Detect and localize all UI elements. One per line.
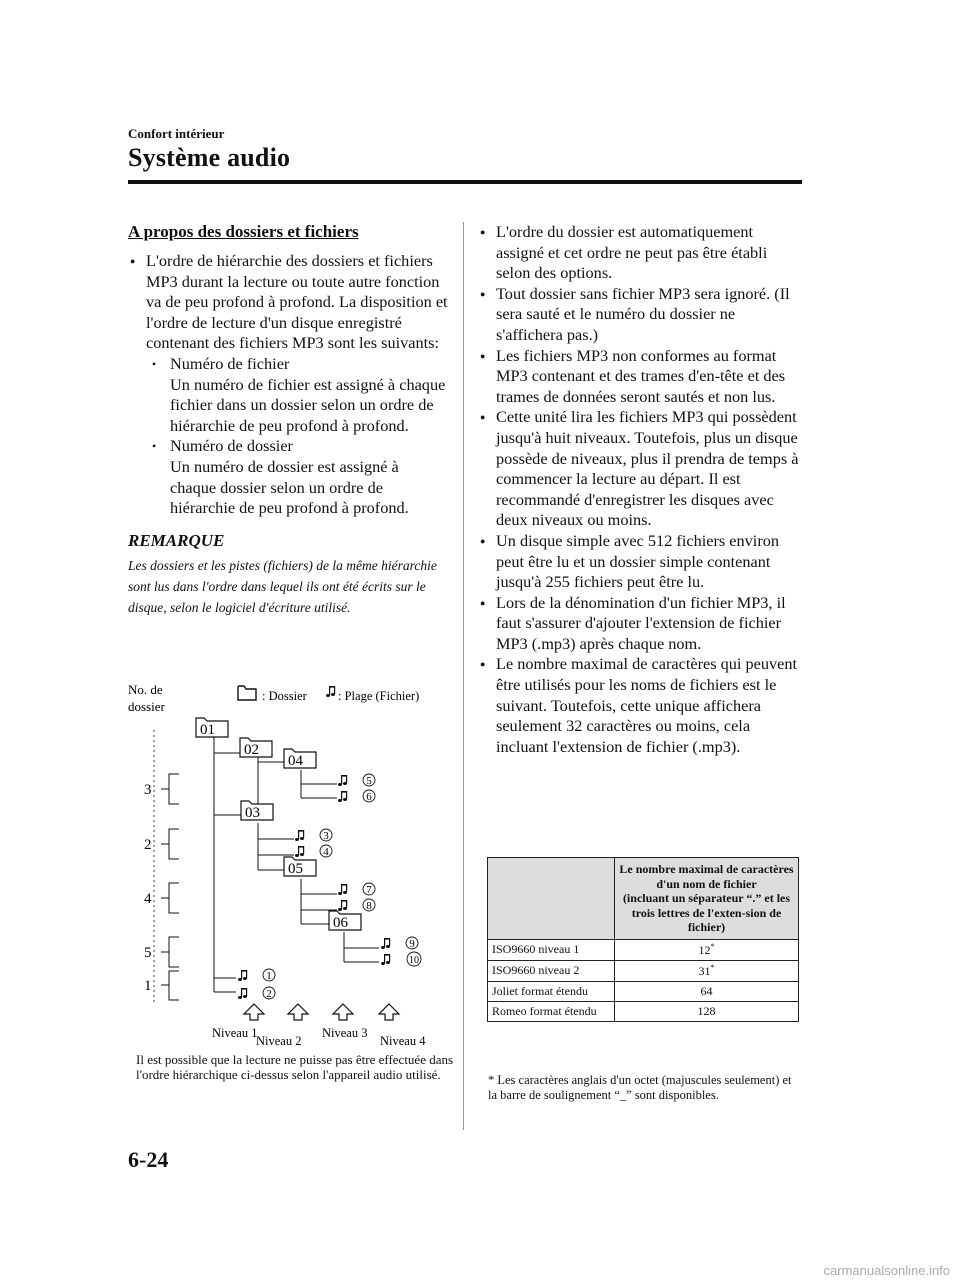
format-cell: ISO9660 niveau 2: [488, 960, 615, 981]
diagram-caption: Il est possible que la lecture ne puisse pas être effectuée dans l'ordre hiérarchique ci-dessus selon l'appareil audio utilisé.: [136, 1052, 454, 1082]
filename-length-table: [487, 857, 799, 1022]
footnote: [488, 1073, 798, 1103]
folder-05: [284, 857, 316, 877]
note-title: REMARQUE: [128, 530, 225, 550]
table-row: [488, 939, 799, 960]
folder-number: 4: [144, 891, 152, 907]
folder-label: 03: [245, 805, 260, 821]
table-row: [488, 960, 799, 981]
footnote-text: Les caractères anglais d'un octet (majuscules seulement) et la barre de soulignement “_” sont disponibles.: [488, 1073, 792, 1102]
folder-label: 01: [200, 722, 215, 738]
track-9: [381, 937, 418, 950]
bullet-item: ● Les fichiers MP3 non conformes au format MP3 contenant et des trames d'en-tête et des trames de données seront sautés et non lus.: [478, 346, 802, 408]
value-cell: 64: [615, 981, 799, 1001]
table-row: [488, 981, 799, 1001]
bullet-item: ● L'ordre du dossier est automatiquement assigné et cet ordre ne peut pas être établi selon des options.: [478, 222, 802, 284]
track-7: [338, 883, 375, 896]
bullet-item: ● Tout dossier sans fichier MP3 sera ignoré. (Il sera sauté et le numéro du dossier ne s'affichera pas.): [478, 284, 802, 346]
folder-hierarchy-diagram: [124, 680, 460, 1062]
format-cell: Romeo format étendu: [488, 1001, 615, 1021]
left-column: [128, 222, 448, 618]
intro-bullet: ● L'ordre de hiérarchie des dossiers et fichiers MP3 durant la lecture ou toute autre fonction va de peu profond à profond. La disposition et l'ordre de lecture d'un disque enregistré contenant des fichiers MP3 sont les suivants:: [128, 251, 448, 354]
folder-number: 1: [144, 978, 152, 994]
format-cell: ISO9660 niveau 1: [488, 939, 615, 960]
track-8: [338, 899, 375, 912]
svg-text:3: 3: [323, 830, 329, 842]
right-column: [478, 222, 802, 757]
sub-item-label: • Numéro de dossier: [128, 436, 448, 457]
page-number: 6-24: [128, 1147, 169, 1172]
folder-legend-icon: [238, 686, 256, 700]
track-4: [295, 845, 332, 858]
table-header-line: (incluant un séparateur “.” et les trois lettres de l'exten-sion de fichier): [622, 891, 791, 934]
value-cell: 31*: [615, 960, 799, 981]
folder-number: 2: [144, 837, 152, 853]
svg-text:4: 4: [323, 846, 329, 858]
folder-03: [241, 801, 273, 821]
level-label: Niveau 4: [380, 1034, 426, 1048]
table-header: [615, 858, 799, 940]
level-arrow-icon: [333, 1004, 353, 1020]
format-cell: Joliet format étendu: [488, 981, 615, 1001]
track-10: [381, 952, 421, 966]
section-kicker: Confort intérieur: [128, 126, 225, 141]
level-arrow-icon: [379, 1004, 399, 1020]
track-3: [295, 829, 332, 842]
folder-06: [329, 911, 361, 931]
table-header-row: [488, 858, 799, 940]
folder-label: 02: [244, 742, 259, 758]
folder-no-label: No. de: [128, 682, 163, 697]
column-divider: [463, 222, 464, 1130]
bullet-item: ● Un disque simple avec 512 fichiers environ peut être lu et un dossier simple contenant jusqu'à 255 fichiers peut être lu.: [478, 531, 802, 593]
bullet-item: ● Lors de la dénomination d'un fichier MP3, il faut s'assurer d'ajouter l'extension de fichier MP3 (.mp3) après chaque nom.: [478, 593, 802, 655]
level-arrow-icon: [288, 1004, 308, 1020]
folder-04: [284, 749, 316, 769]
table-row: [488, 1001, 799, 1021]
track-legend-icon: [326, 686, 335, 697]
bullet-item: ● Le nombre maximal de caractères qui peuvent être utilisés pour les noms de fichiers est le suivant. Toutefois, cette unique affichera seulement 32 caractères ou moins, cela incluant l'extension de fichier (.mp3).: [478, 654, 802, 757]
sub-item-text: Un numéro de dossier est assigné à chaque dossier selon un ordre de hiérarchie de peu profond à profond.: [170, 456, 409, 518]
track-2: [238, 987, 275, 1000]
track-1: [238, 969, 275, 982]
folder-02: [240, 738, 272, 758]
value-cell: 12*: [615, 939, 799, 960]
table-header-blank: [488, 858, 615, 940]
svg-text:5: 5: [366, 775, 372, 787]
level-label: Niveau 3: [322, 1026, 368, 1040]
level-label: Niveau 2: [256, 1034, 302, 1048]
svg-text:8: 8: [366, 900, 372, 912]
sub-item-text: Un numéro de fichier est assigné à chaque fichier dans un dossier selon un ordre de hiérarchie de peu profond à profond.: [170, 374, 446, 435]
page-title: Système audio: [128, 143, 291, 172]
folder-label: 06: [333, 915, 348, 931]
footnote-mark: *: [710, 962, 715, 972]
level-arrow-icon: [244, 1004, 264, 1020]
svg-text:6: 6: [366, 791, 372, 803]
title-rule: [128, 180, 802, 184]
folder-label: 05: [288, 861, 303, 877]
watermark: carmanualsonline.info: [823, 1263, 950, 1278]
value-cell: 128: [615, 1001, 799, 1021]
legend-track: : Plage (Fichier): [338, 689, 420, 703]
subsection-heading: A propos des dossiers et fichiers: [128, 222, 359, 241]
svg-text:9: 9: [409, 938, 415, 950]
bullet-item: ● Cette unité lira les fichiers MP3 qui possèdent jusqu'à huit niveaux. Toutefois, plus un disque possède de niveaux, plus il prendra de temps à commencer la lecture au départ. Il est recommandé d'enregistrer les disques avec deux niveaux ou moins.: [478, 407, 802, 531]
level-label: Niveau 1: [212, 1026, 258, 1040]
legend-folder: : Dossier: [262, 689, 307, 703]
svg-text:7: 7: [366, 884, 372, 896]
track-5: [338, 774, 375, 787]
svg-text:2: 2: [266, 988, 272, 1000]
svg-text:1: 1: [266, 970, 272, 982]
svg-text:10: 10: [409, 955, 419, 966]
note-text: Les dossiers et les pistes (fichiers) de la même hiérarchie sont lus dans l'ordre dans lequel ils ont été écrits sur le disque, selon le logiciel d'écriture utilisé.: [128, 557, 437, 615]
footnote-mark: *: [488, 1073, 495, 1087]
folder-number: 5: [144, 945, 152, 961]
table-header-line: Le nombre maximal de caractères d'un nom de fichier: [619, 862, 794, 891]
folder-01: [196, 718, 228, 738]
footnote-mark: *: [710, 941, 715, 951]
folder-number: 3: [144, 782, 152, 798]
sub-item-label: • Numéro de fichier: [128, 354, 448, 375]
folder-label: 04: [288, 753, 303, 769]
track-6: [338, 790, 375, 803]
folder-no-label: dossier: [128, 699, 165, 714]
